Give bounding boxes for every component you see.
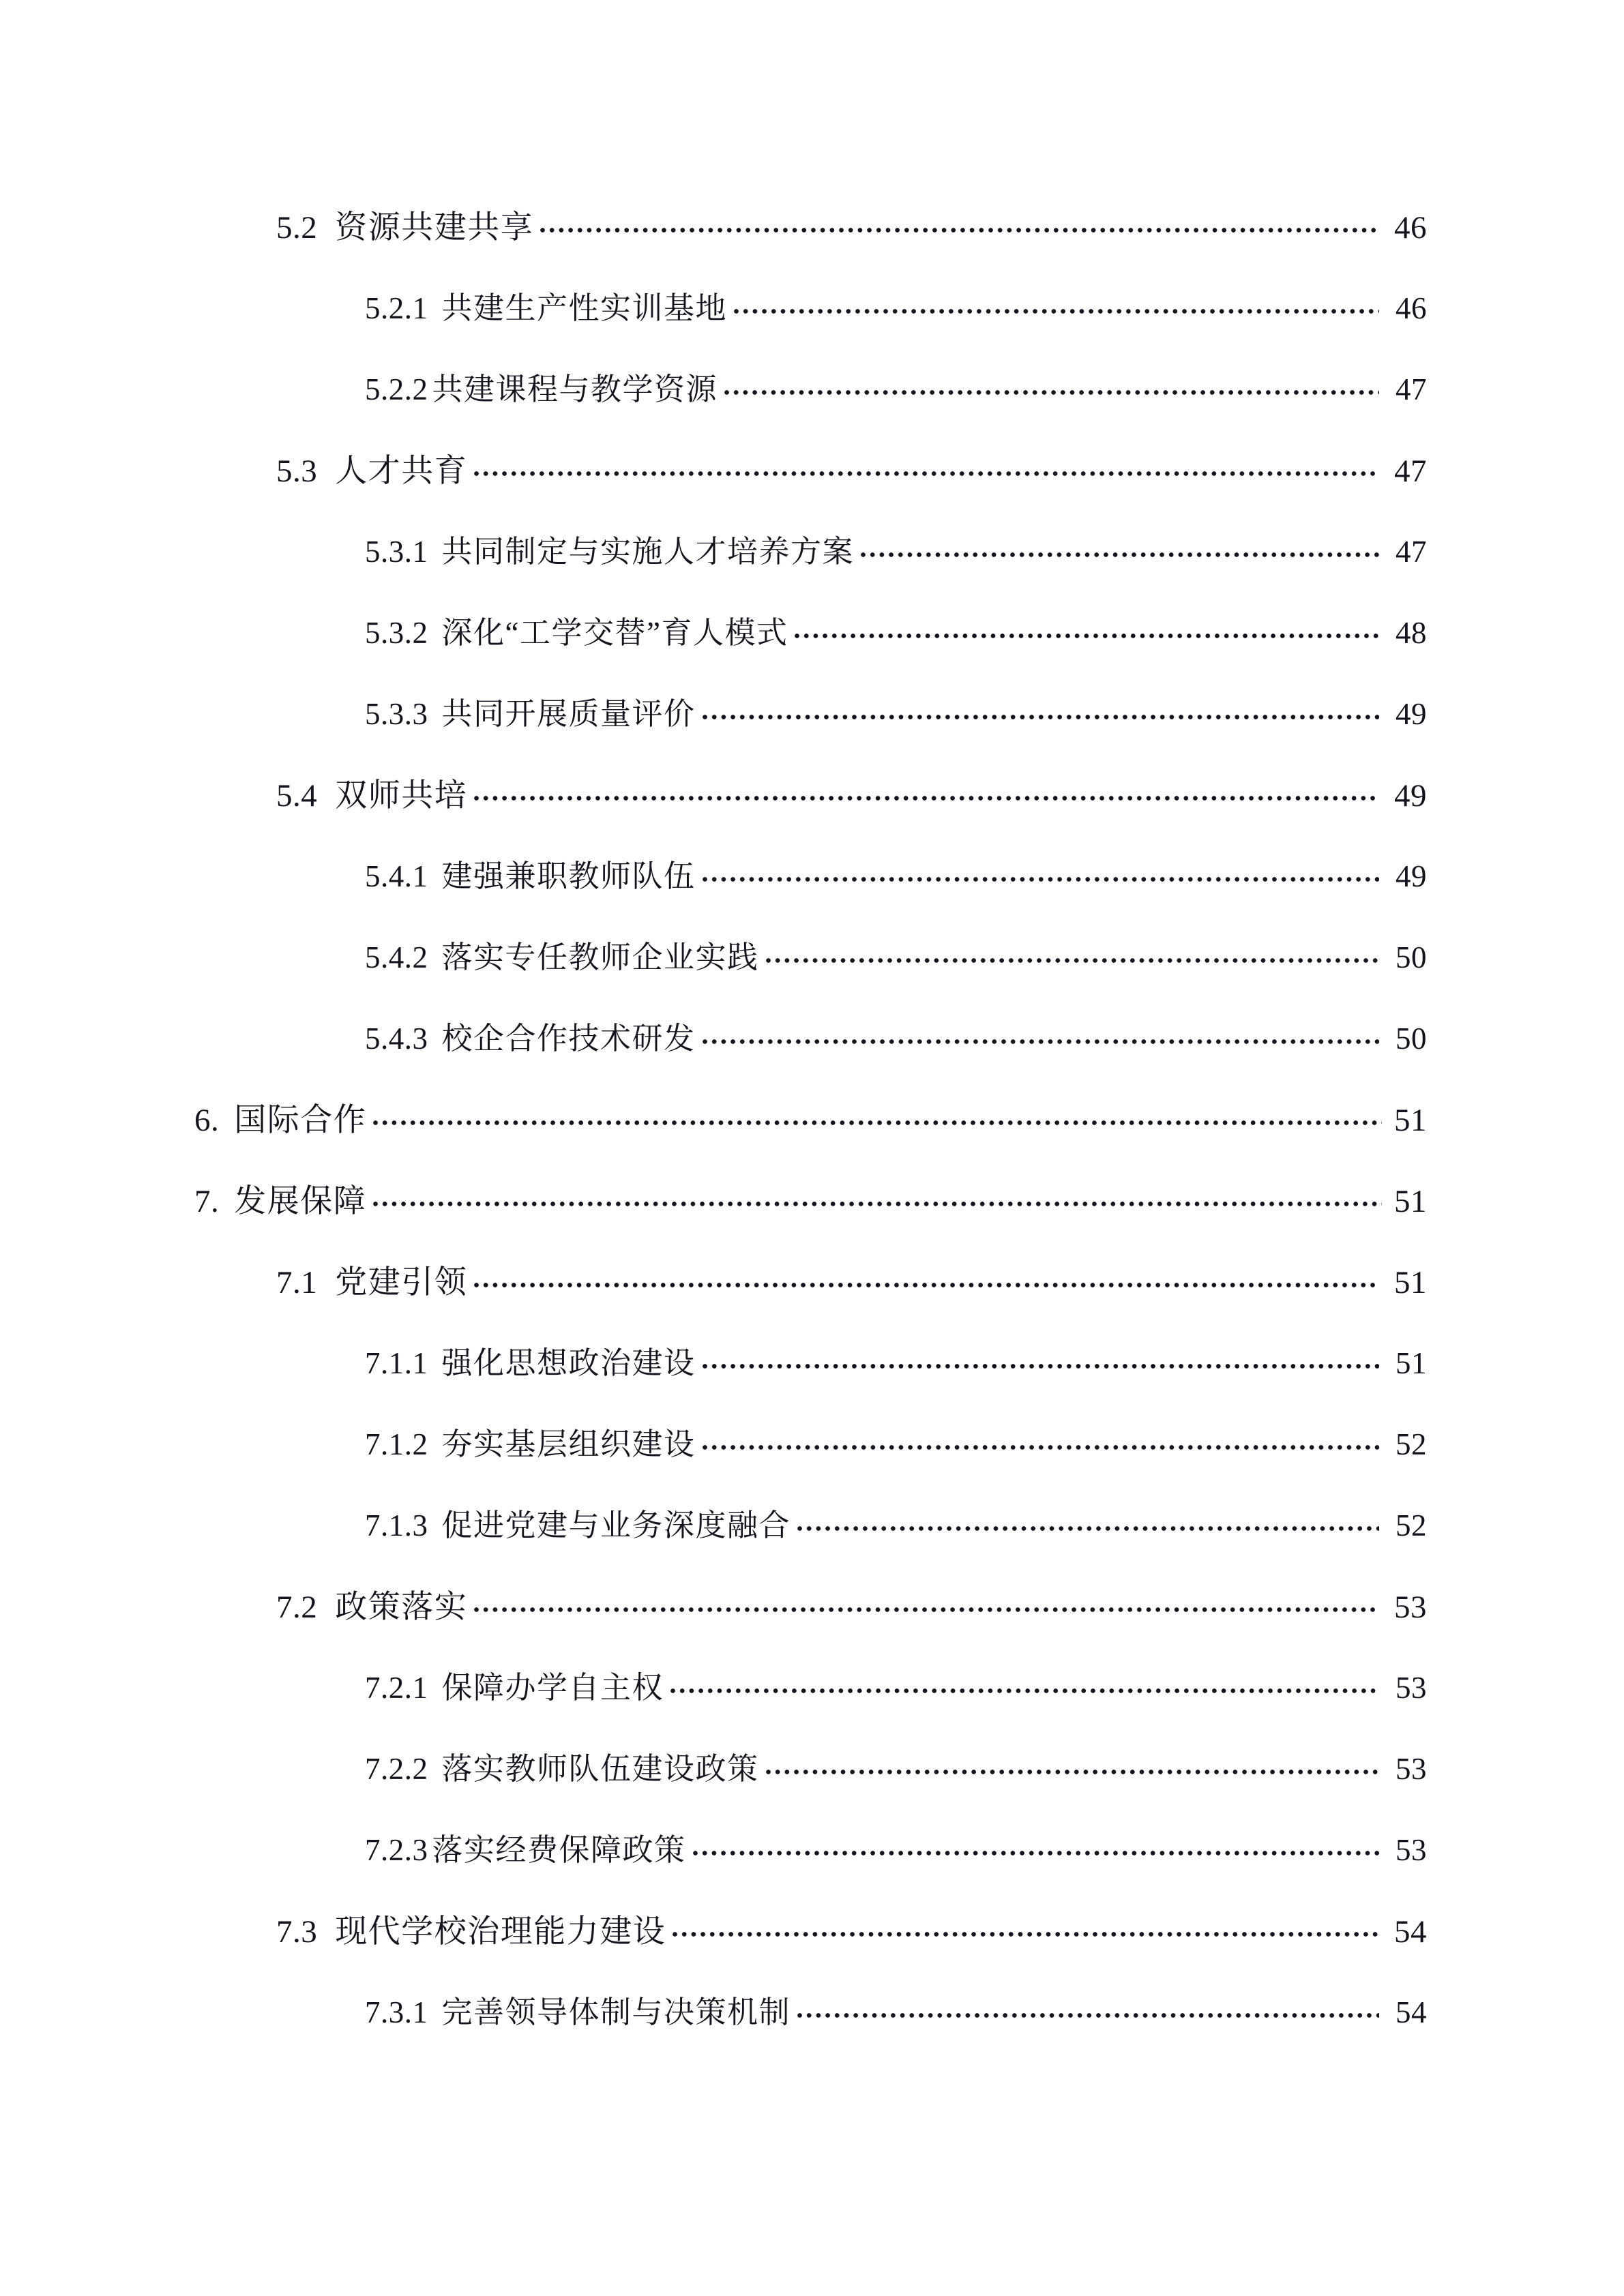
toc-dot-leader	[693, 1830, 1379, 1860]
toc-dot-leader	[734, 288, 1379, 318]
toc-dot-leader	[724, 369, 1379, 400]
toc-entry-page-number: 49	[1396, 697, 1427, 731]
toc-entry-page-number: 51	[1394, 1265, 1427, 1300]
toc-entry-number: 7.2.1	[365, 1671, 428, 1705]
toc-entry-number: 7.1.3	[365, 1508, 428, 1542]
toc-dot-leader	[673, 1910, 1379, 1942]
toc-dot-leader	[474, 449, 1379, 481]
toc-entry-page-number: 53	[1394, 1590, 1427, 1625]
toc-entry-number: 7.2.3	[365, 1833, 428, 1867]
toc-entry-page-number: 46	[1394, 210, 1427, 245]
toc-dot-leader	[703, 856, 1379, 886]
toc-entry-title: 夯实基层组织建设	[441, 1427, 696, 1461]
toc-dot-leader	[797, 1505, 1379, 1536]
toc-dot-leader	[703, 1343, 1379, 1373]
toc-entry-page-number: 50	[1396, 1022, 1427, 1056]
toc-dot-leader	[795, 612, 1379, 643]
toc-entry-number: 5.4.1	[365, 859, 428, 893]
toc-entry[interactable]	[194, 851, 1427, 932]
toc-dot-leader	[373, 1180, 1382, 1212]
toc-entry[interactable]	[194, 1663, 1427, 1744]
toc-entry-title: 建强兼职教师队伍	[441, 859, 696, 893]
toc-entry-page-number: 51	[1396, 1346, 1427, 1380]
toc-entry[interactable]	[194, 689, 1427, 770]
toc-entry[interactable]	[194, 1987, 1427, 2068]
toc-entry-title: 共建课程与教学资源	[432, 372, 718, 406]
toc-entry-title: 国际合作	[234, 1103, 367, 1138]
toc-entry-number: 5.3	[276, 453, 318, 489]
toc-entry[interactable]	[194, 608, 1427, 689]
toc-entry[interactable]	[194, 283, 1427, 364]
toc-entry[interactable]	[194, 1825, 1427, 1906]
toc-entry-number: 5.4.2	[365, 940, 428, 974]
toc-entry-page-number: 49	[1396, 859, 1427, 893]
toc-entry[interactable]	[194, 1581, 1427, 1663]
toc-entry-page-number: 53	[1396, 1833, 1427, 1867]
toc-entry-title: 双师共培	[335, 778, 468, 814]
toc-entry-title: 落实经费保障政策	[432, 1833, 686, 1867]
toc-entry-number: 7.3.1	[365, 1995, 428, 2029]
toc-entry-title: 深化“工学交替”育人模式	[441, 616, 788, 650]
toc-entry-page-number: 50	[1396, 940, 1427, 974]
toc-entry-number: 7.1.2	[365, 1427, 428, 1461]
toc-entry-number: 7.	[194, 1184, 220, 1219]
toc-entry[interactable]	[194, 364, 1427, 445]
toc-entry[interactable]	[194, 1338, 1427, 1419]
toc-entry[interactable]	[194, 932, 1427, 1013]
toc-entry-title: 共同制定与实施人才培养方案	[441, 535, 855, 569]
toc-entry-title: 发展保障	[234, 1184, 367, 1219]
toc-entry-page-number: 47	[1394, 453, 1427, 489]
toc-dot-leader	[540, 206, 1379, 238]
toc-entry[interactable]	[194, 770, 1427, 851]
toc-entry-page-number: 47	[1396, 535, 1427, 569]
toc-entry-number: 7.2.2	[365, 1752, 428, 1786]
toc-dot-leader	[703, 1018, 1379, 1049]
toc-entry[interactable]	[194, 1013, 1427, 1094]
toc-entry-title: 完善领导体制与决策机制	[441, 1995, 791, 2029]
toc-entry-title: 现代学校治理能力建设	[335, 1914, 666, 1950]
toc-entry[interactable]	[194, 1419, 1427, 1500]
toc-entry-title: 共建生产性实训基地	[441, 291, 728, 325]
toc-entry-title: 落实教师队伍建设政策	[441, 1752, 759, 1786]
toc-entry-number: 5.2.2	[365, 372, 428, 406]
toc-entry-number: 5.3.3	[365, 697, 428, 731]
toc-dot-leader	[766, 1748, 1379, 1779]
toc-entry-page-number: 53	[1396, 1671, 1427, 1705]
toc-entry-title: 人才共育	[335, 453, 468, 489]
toc-entry-page-number: 51	[1394, 1103, 1427, 1138]
toc-dot-leader	[861, 531, 1379, 562]
toc-dot-leader	[670, 1667, 1379, 1698]
toc-entry-number: 5.4.3	[365, 1022, 428, 1056]
toc-entry[interactable]	[194, 445, 1427, 526]
toc-dot-leader	[474, 1585, 1379, 1617]
toc-entry-title: 政策落实	[335, 1590, 468, 1625]
table-of-contents	[194, 202, 1427, 2068]
toc-entry[interactable]	[194, 1744, 1427, 1825]
toc-entry-page-number: 52	[1396, 1427, 1427, 1461]
toc-entry-page-number: 54	[1394, 1914, 1427, 1950]
toc-entry[interactable]	[194, 1500, 1427, 1581]
toc-entry-title: 共同开展质量评价	[441, 697, 696, 731]
toc-entry-page-number: 49	[1394, 778, 1427, 814]
toc-entry-title: 校企合作技术研发	[441, 1022, 696, 1056]
toc-dot-leader	[373, 1099, 1382, 1131]
toc-entry-number: 7.1.1	[365, 1346, 428, 1380]
toc-entry-title: 促进党建与业务深度融合	[441, 1508, 791, 1542]
toc-dot-leader	[474, 774, 1379, 806]
toc-entry-title: 资源共建共享	[335, 210, 534, 245]
toc-dot-leader	[474, 1261, 1379, 1293]
toc-entry[interactable]	[194, 1257, 1427, 1338]
toc-dot-leader	[703, 694, 1379, 724]
toc-entry[interactable]	[194, 1176, 1427, 1257]
toc-entry[interactable]	[194, 1094, 1427, 1176]
toc-entry-title: 强化思想政治建设	[441, 1346, 696, 1380]
toc-entry-page-number: 48	[1396, 616, 1427, 650]
toc-dot-leader	[703, 1424, 1379, 1455]
toc-entry-number: 7.2	[276, 1590, 318, 1625]
toc-entry[interactable]	[194, 202, 1427, 283]
toc-entry-number: 7.1	[276, 1265, 318, 1300]
toc-entry-page-number: 53	[1396, 1752, 1427, 1786]
toc-entry-number: 5.2	[276, 210, 318, 245]
toc-dot-leader	[766, 937, 1379, 968]
toc-entry-number: 5.4	[276, 778, 318, 814]
toc-entry-page-number: 47	[1396, 372, 1427, 406]
toc-entry[interactable]	[194, 526, 1427, 608]
toc-entry[interactable]	[194, 1906, 1427, 1987]
toc-entry-number: 7.3	[276, 1914, 318, 1950]
toc-entry-number: 5.3.2	[365, 616, 428, 650]
toc-entry-page-number: 46	[1396, 291, 1427, 325]
toc-entry-title: 党建引领	[335, 1265, 468, 1300]
toc-dot-leader	[797, 1992, 1379, 2023]
toc-entry-title: 保障办学自主权	[441, 1671, 664, 1705]
toc-entry-number: 5.2.1	[365, 291, 428, 325]
toc-entry-number: 5.3.1	[365, 535, 428, 569]
toc-entry-number: 6.	[194, 1103, 220, 1138]
toc-entry-page-number: 52	[1396, 1508, 1427, 1542]
toc-entry-page-number: 51	[1394, 1184, 1427, 1219]
toc-entry-title: 落实专任教师企业实践	[441, 940, 759, 974]
toc-entry-page-number: 54	[1396, 1995, 1427, 2029]
